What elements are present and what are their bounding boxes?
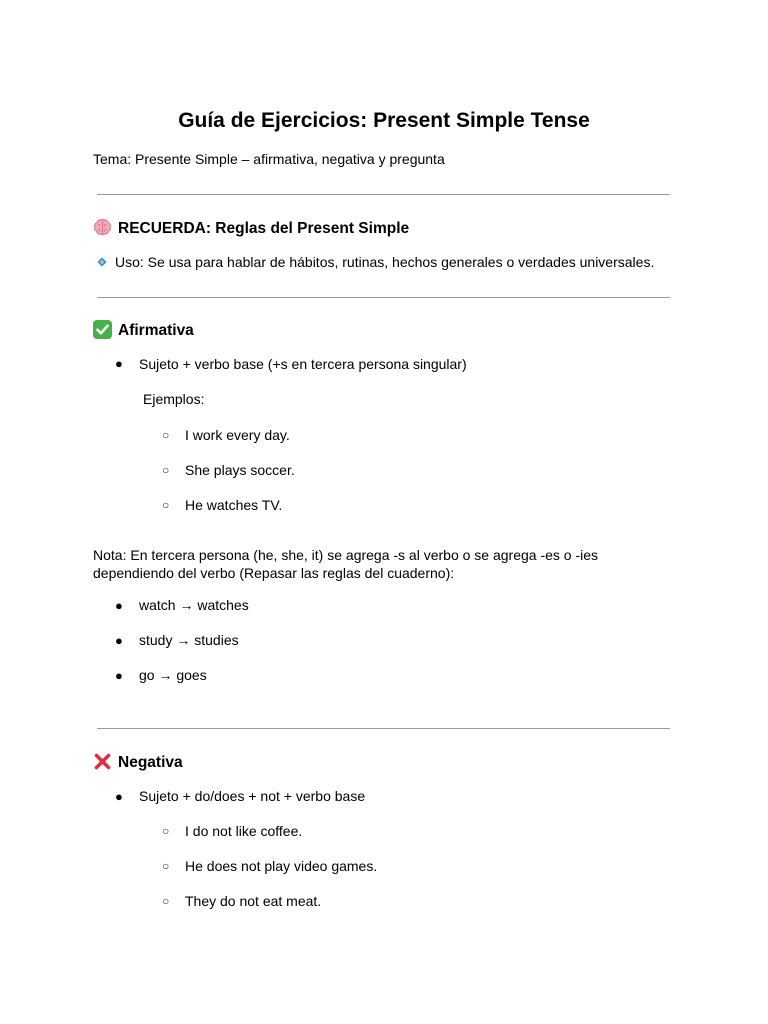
- divider: [97, 297, 670, 298]
- negativa-heading-label: Negativa: [118, 754, 183, 771]
- uso-line: [97, 254, 654, 271]
- check-mark-icon: [93, 320, 112, 339]
- divider: [97, 194, 670, 195]
- note-line-2: dependiendo del verbo (Repasar las reglas del cuaderno):: [93, 565, 455, 581]
- bullet-hollow: ○: [162, 894, 170, 908]
- cross-mark-icon: [93, 752, 112, 771]
- bullet-filled: ●: [115, 633, 123, 648]
- page-title: Guía de Ejercicios: Present Simple Tense: [178, 109, 590, 132]
- bullet-filled: ●: [115, 598, 123, 613]
- examples-label: Ejemplos:: [143, 391, 205, 407]
- list-item: study → studies: [139, 632, 239, 648]
- recuerda-heading-label: RECUERDA: Reglas del Present Simple: [118, 220, 410, 237]
- note-line-1: Nota: En tercera persona (he, she, it) se agrega -s al verbo o se agrega -es o -ies: [93, 547, 599, 563]
- list-item: He does not play video games.: [185, 858, 378, 874]
- topic-line: Tema: Presente Simple – afirmativa, negativa y pregunta: [93, 151, 445, 167]
- recuerda-heading: [93, 218, 409, 239]
- list-item: He watches TV.: [185, 497, 283, 513]
- list-item: go → goes: [139, 667, 207, 683]
- divider: [97, 728, 670, 729]
- negativa-heading: [93, 752, 183, 773]
- brain-icon: [93, 218, 112, 237]
- bullet-hollow: ○: [162, 498, 170, 512]
- bullet-hollow: ○: [162, 824, 170, 838]
- list-item: watch → watches: [139, 597, 249, 613]
- afirmativa-heading: [93, 320, 194, 341]
- bullet-filled: ●: [115, 668, 123, 683]
- afirmativa-rule: Sujeto + verbo base (+s en tercera persona singular): [139, 356, 467, 372]
- bullet-hollow: ○: [162, 428, 170, 442]
- bullet-hollow: ○: [162, 463, 170, 477]
- blue-diamond-icon: [97, 257, 107, 267]
- list-item: I do not like coffee.: [185, 823, 303, 839]
- bullet-hollow: ○: [162, 859, 170, 873]
- bullet-filled: ●: [115, 789, 123, 804]
- uso-text: Uso: Se usa para hablar de hábitos, rutinas, hechos generales o verdades universales.: [115, 254, 655, 270]
- list-item: She plays soccer.: [185, 462, 295, 478]
- list-item: They do not eat meat.: [185, 893, 322, 909]
- afirmativa-heading-label: Afirmativa: [118, 322, 194, 339]
- bullet-filled: ●: [115, 356, 123, 371]
- negativa-rule: Sujeto + do/does + not + verbo base: [139, 788, 366, 804]
- list-item: I work every day.: [185, 427, 290, 443]
